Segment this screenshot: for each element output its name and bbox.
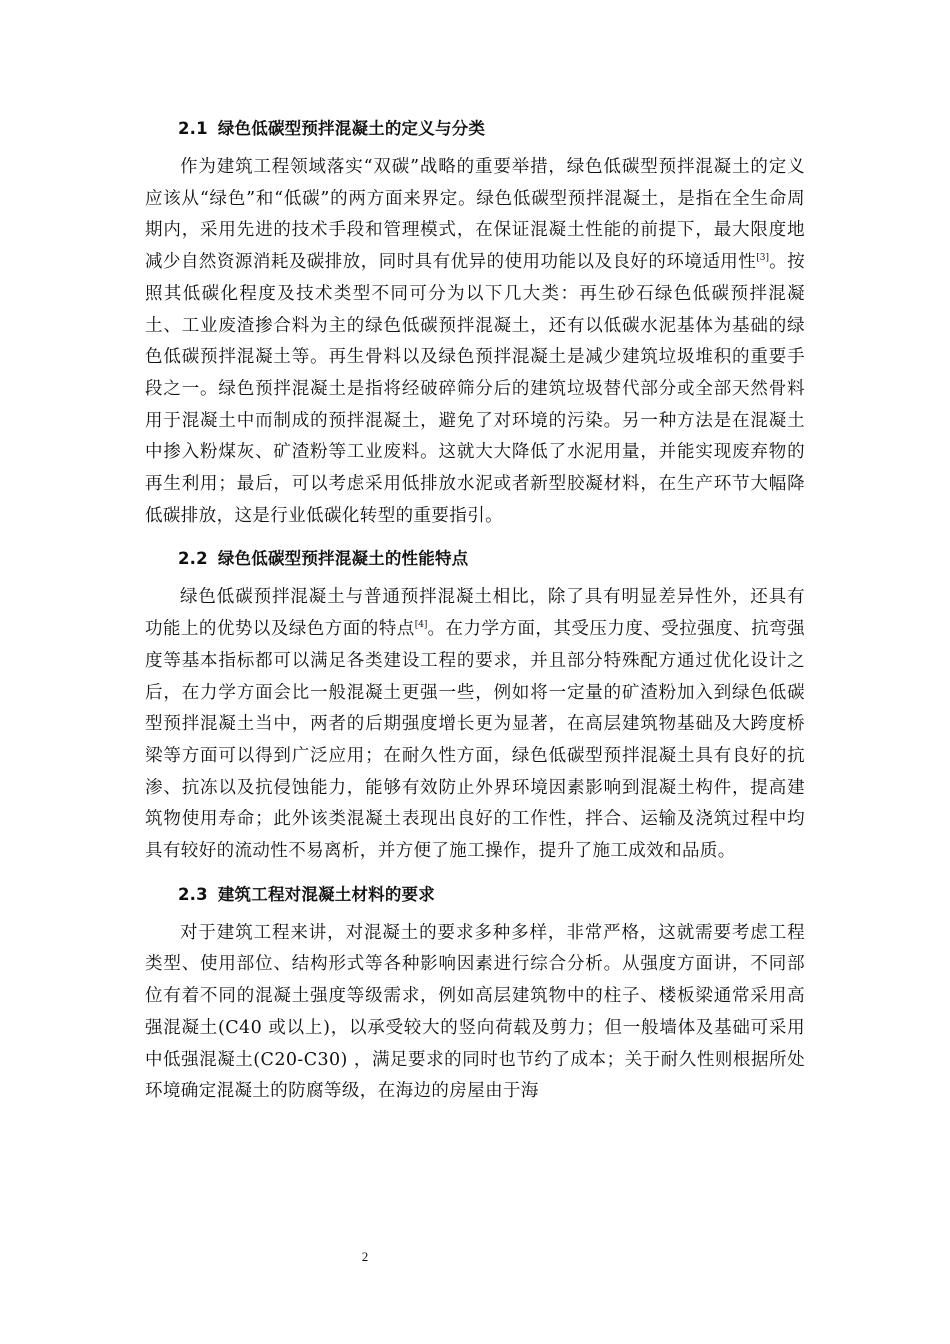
section-paragraph-2-2 [145, 582, 805, 867]
section-number: 2.2 [178, 549, 208, 569]
section-heading-2-3 [145, 878, 805, 912]
section-title: 建筑工程对混凝土材料的要求 [217, 884, 435, 904]
paragraph-text: 作为建筑工程领域落实“双碳”战略的重要举措，绿色低碳型预拌混凝土的定义应该从“绿色”和“低碳”的两方面来界定。绿色低碳型预拌混凝土，是指在全生命周期内，采用先进的技术手段和管理模式，在保证混凝土性能的前提下，最大限度地减少自然资源消耗及碳排放，同时具有优异的使用功能以及良好的环境适用性 [145, 157, 805, 273]
paragraph-text: 。按照其低碳化程度及技术类型不同可分为以下几大类：再生砂石绿色低碳预拌混凝土、工业废渣掺合料为主的绿色低碳预拌混凝土，还有以低碳水泥基体为基础的绿色低碳预拌混凝土等。再生骨料以及绿色预拌混凝土是减少建筑垃圾堆积的重要手段之一。绿色预拌混凝土是指将经破碎筛分后的建筑垃圾替代部分或全部天然骨料用于混凝土中而制成的预拌混凝土，避免了对环境的污染。另一种方法是在混凝土中掺入粉煤灰、矿渣粉等工业废料。这就大大降低了水泥用量，并能实现废弃物的再生利用；最后，可以考虑采用低排放水泥或者新型胶凝材料，在生产环节大幅降低碳排放，这是行业低碳化转型的重要指引。 [145, 252, 805, 526]
page-number: 2 [361, 1249, 369, 1264]
citation-ref: [4] [414, 620, 428, 631]
section-heading-2-2 [145, 542, 805, 576]
citation-ref: [3] [756, 253, 770, 264]
section-title: 绿色低碳型预拌混凝土的定义与分类 [217, 119, 486, 138]
section-title: 绿色低碳型预拌混凝土的性能特点 [217, 549, 469, 569]
paragraph-text: 。在力学方面，其受压力度、受拉强度、抗弯强度等基本指标都可以满足各类建设工程的要求，并且部分特殊配方通过优化设计之后，在力学方面会比一般混凝土更强一些，例如将一定量的矿渣粉加入到绿色低碳型预拌混凝土当中，两者的后期强度增长更为显著，在高层建筑物基础及大跨度桥梁等方面可以得到广泛应用；在耐久性方面，绿色低碳型预拌混凝土具有良好的抗渗、抗冻以及抗侵蚀能力，能够有效防止外界环境因素影响到混凝土构件，提高建筑物使用寿命；此外该类混凝土表现出良好的工作性，拌合、运输及浇筑过程中均具有较好的流动性不易离析，并方便了施工操作，提升了施工成效和品质。 [145, 619, 805, 862]
section-paragraph-2-3 [145, 918, 805, 1108]
section-number: 2.1 [178, 119, 208, 138]
paragraph-text: 绿色低碳预拌混凝土与普通预拌混凝土相比，除了具有明显差异性外，还具有功能上的优势以及绿色方面的特点 [145, 587, 805, 640]
section-paragraph-2-1 [145, 152, 805, 532]
paragraph-text: 对于建筑工程来讲，对混凝土的要求多种多样，非常严格，这就需要考虑工程类型、使用部位、结构形式等各种影响因素进行综合分析。从强度方面讲，不同部位有着不同的混凝土强度等级需求，例如高层建筑物中的柱子、楼板梁通常采用高强混凝土(C40 或以上)，以承受较大的竖向荷载及剪力；但一般墙体及基础可采用中低强混凝土(C20-C30) ，满足要求的同时也节约了成本；关于耐久性则根据所处环境确定混凝土的防腐等级，在海边的房屋由于海 [145, 922, 805, 1102]
section-number: 2.3 [178, 884, 208, 904]
page-body [145, 112, 805, 1118]
section-heading-2-1 [145, 112, 805, 146]
